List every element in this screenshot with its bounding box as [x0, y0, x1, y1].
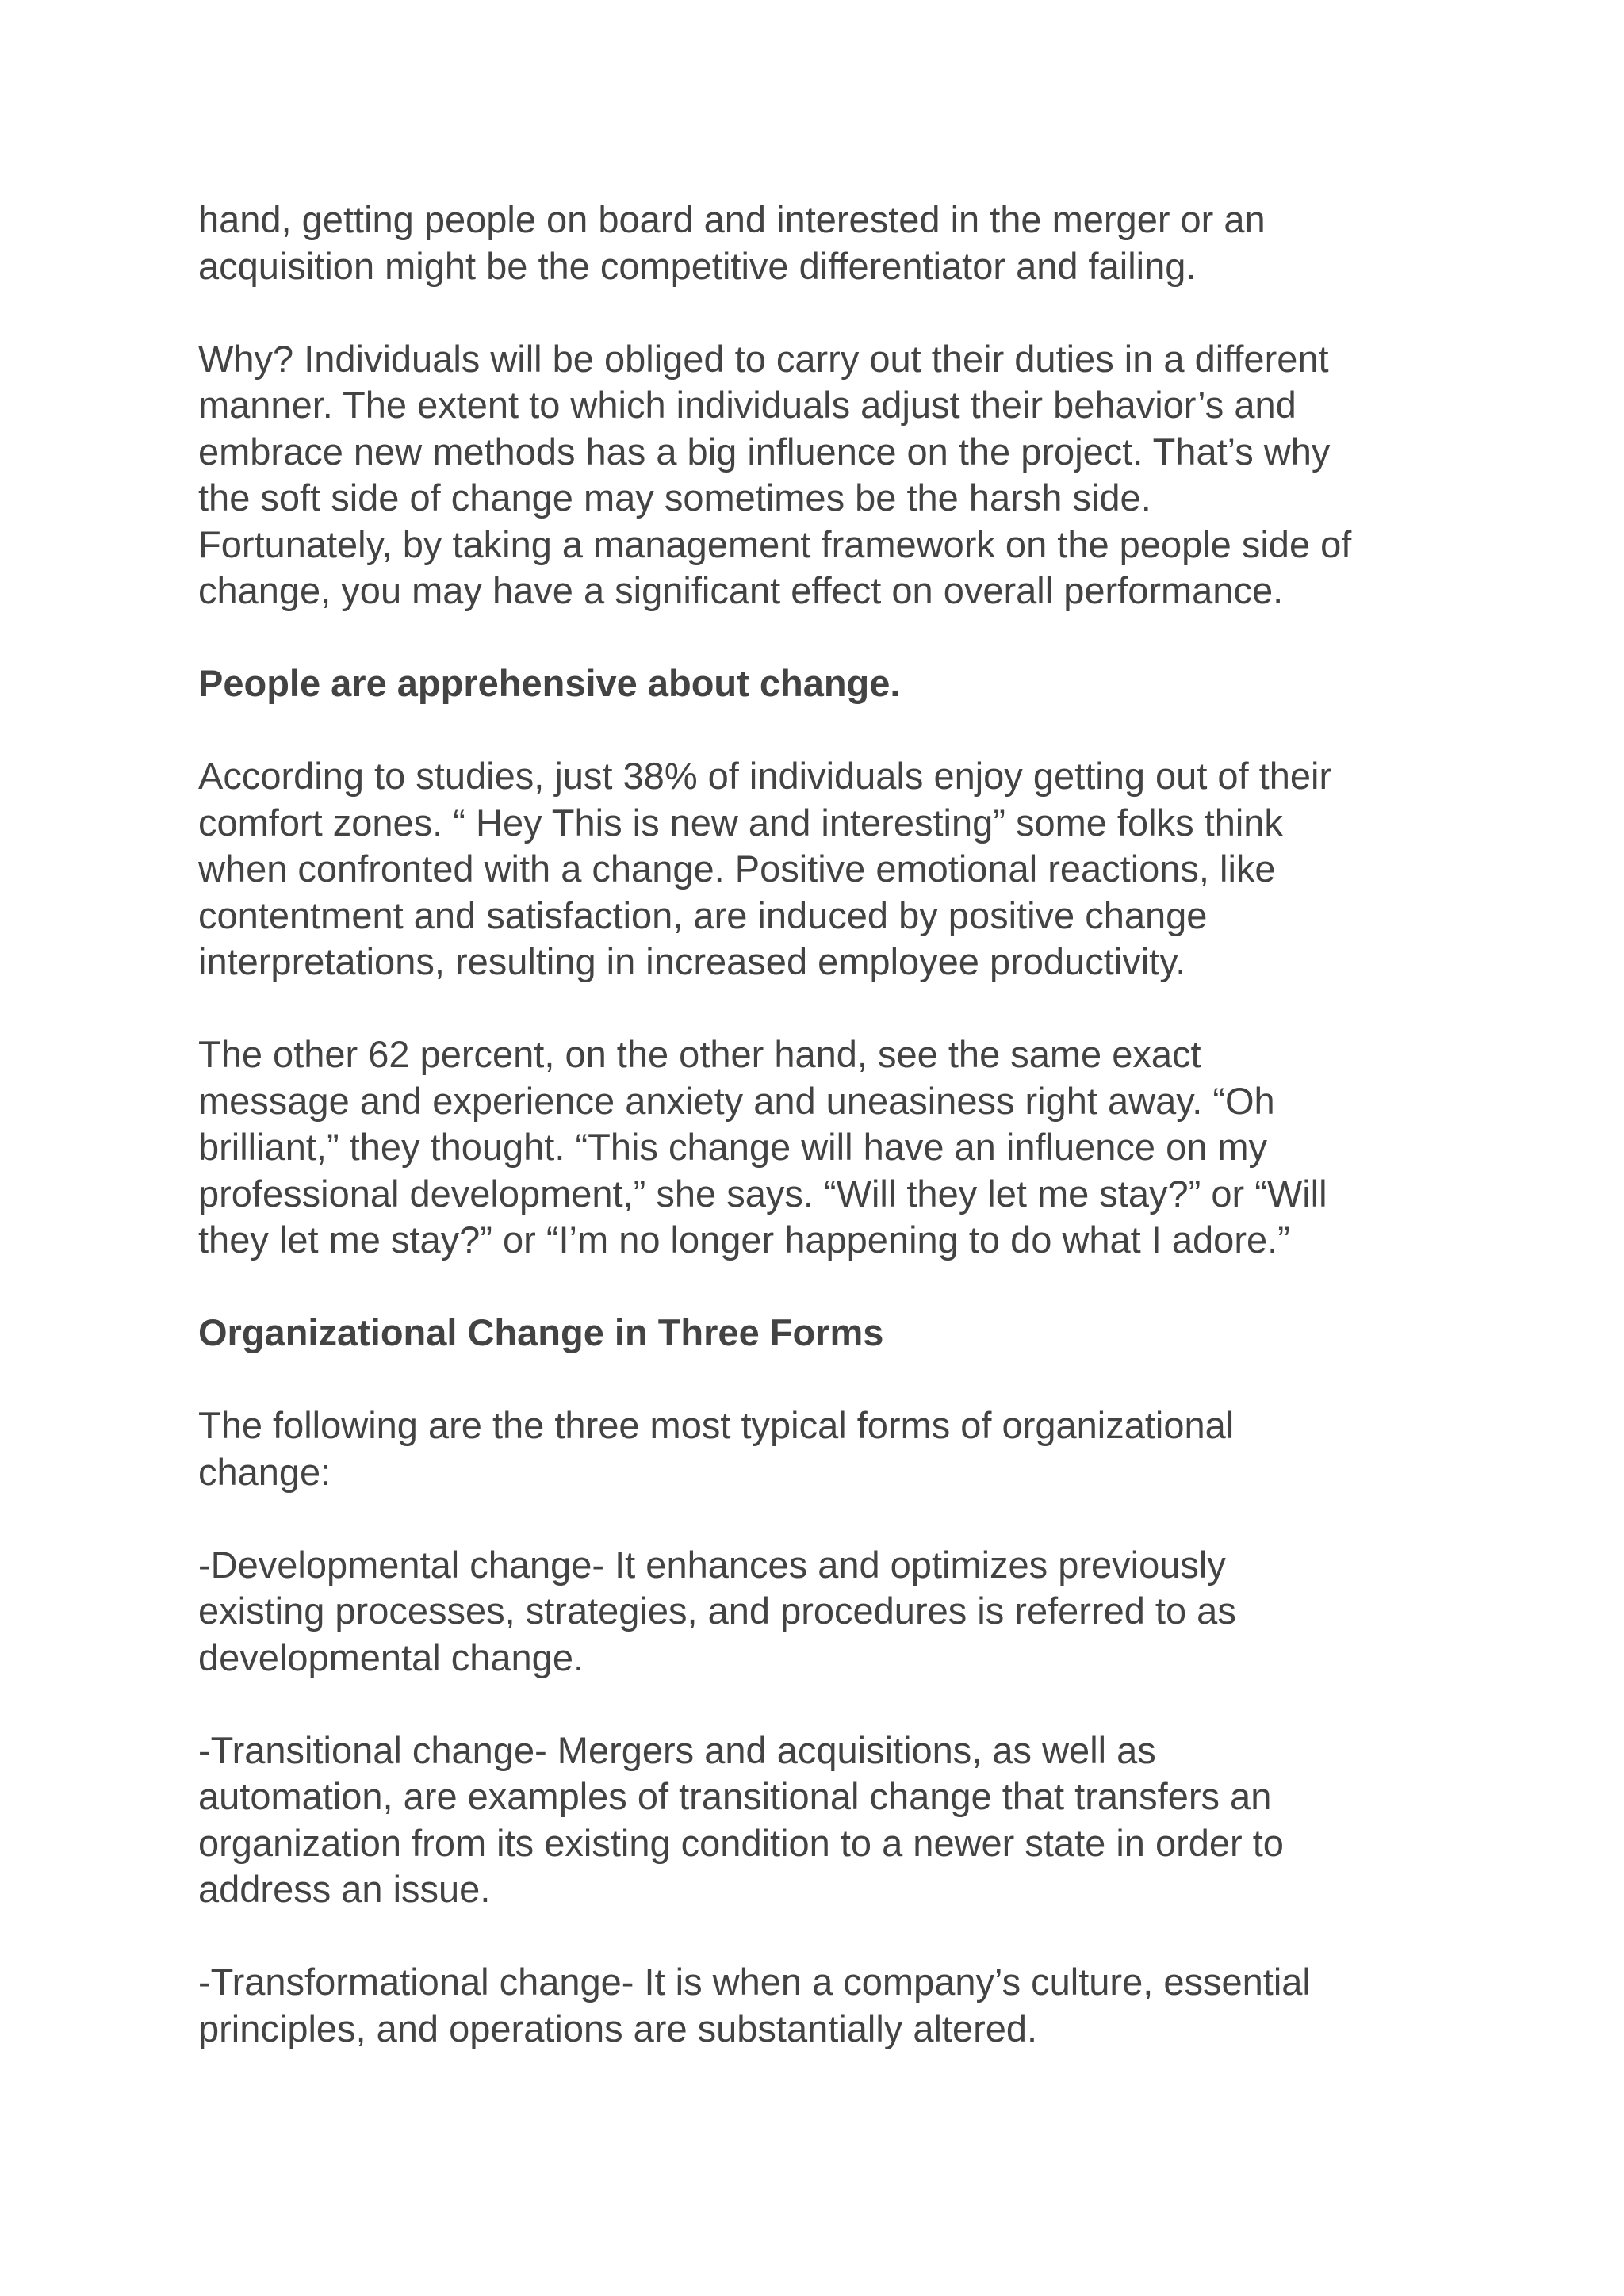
text-line: they let me stay?” or “I’m no longer happening to do what I adore.” [198, 1219, 1290, 1261]
text-line: comfort zones. “ Hey This is new and interesting” some folks think [198, 801, 1283, 844]
text-line: developmental change. [198, 1636, 584, 1678]
paragraph-transformational [198, 1959, 1473, 2052]
paragraph-following [198, 1402, 1473, 1495]
text-line: interpretations, resulting in increased employee productivity. [198, 940, 1186, 982]
text-line: contentment and satisfaction, are induced by positive change [198, 894, 1208, 936]
text-line: existing processes, strategies, and procedures is referred to as [198, 1590, 1236, 1632]
heading-text: People are apprehensive about change. [198, 662, 901, 704]
paragraph-other-62 [198, 1031, 1473, 1264]
text-line: -Transitional change- Mergers and acquisitions, as well as [198, 1728, 1156, 1771]
text-line: -Developmental change- It enhances and optimizes previously [198, 1543, 1226, 1586]
paragraph-studies [198, 753, 1473, 985]
paragraph-why [198, 336, 1473, 614]
paragraph-intro-continuation [198, 197, 1473, 289]
section-heading-apprehensive [198, 660, 1473, 707]
text-line: address an issue. [198, 1868, 491, 1910]
paragraph-developmental [198, 1542, 1473, 1682]
text-line: principles, and operations are substantially altered. [198, 2007, 1038, 2049]
text-line: acquisition might be the competitive differentiator and failing. [198, 244, 1197, 287]
text-line: embrace new methods has a big influence on the project. That’s why [198, 430, 1331, 473]
text-line: change, you may have a significant effect on overall performance. [198, 569, 1284, 611]
text-line: professional development,” she says. “Will they let me stay?” or “Will [198, 1172, 1327, 1215]
text-line: manner. The extent to which individuals adjust their behavior’s and [198, 384, 1297, 426]
paragraph-transitional [198, 1728, 1473, 1913]
text-line: automation, are examples of transitional change that transfers an [198, 1775, 1272, 1817]
text-line: According to studies, just 38% of individuals enjoy getting out of their [198, 755, 1332, 797]
text-line: The other 62 percent, on the other hand, see the same exact [198, 1033, 1201, 1075]
text-line: brilliant,” they thought. “This change will have an influence on my [198, 1126, 1268, 1168]
text-line: the soft side of change may sometimes be the harsh side. [198, 476, 1151, 519]
text-line: -Transformational change- It is when a company’s culture, essential [198, 1961, 1311, 2003]
heading-text: Organizational Change in Three Forms [198, 1311, 884, 1353]
text-line: The following are the three most typical forms of organizational [198, 1404, 1235, 1446]
text-line: message and experience anxiety and uneasiness right away. “Oh [198, 1079, 1275, 1122]
text-line: Why? Individuals will be obliged to carry out their duties in a different [198, 337, 1329, 380]
text-line: organization from its existing condition to a newer state in order to [198, 1821, 1284, 1864]
text-line: hand, getting people on board and interested in the merger or an [198, 198, 1266, 240]
text-line: Fortunately, by taking a management framework on the people side of [198, 522, 1352, 565]
section-heading-three-forms [198, 1310, 1473, 1357]
text-line: when confronted with a change. Positive emotional reactions, like [198, 848, 1276, 890]
text-line: change: [198, 1450, 331, 1493]
